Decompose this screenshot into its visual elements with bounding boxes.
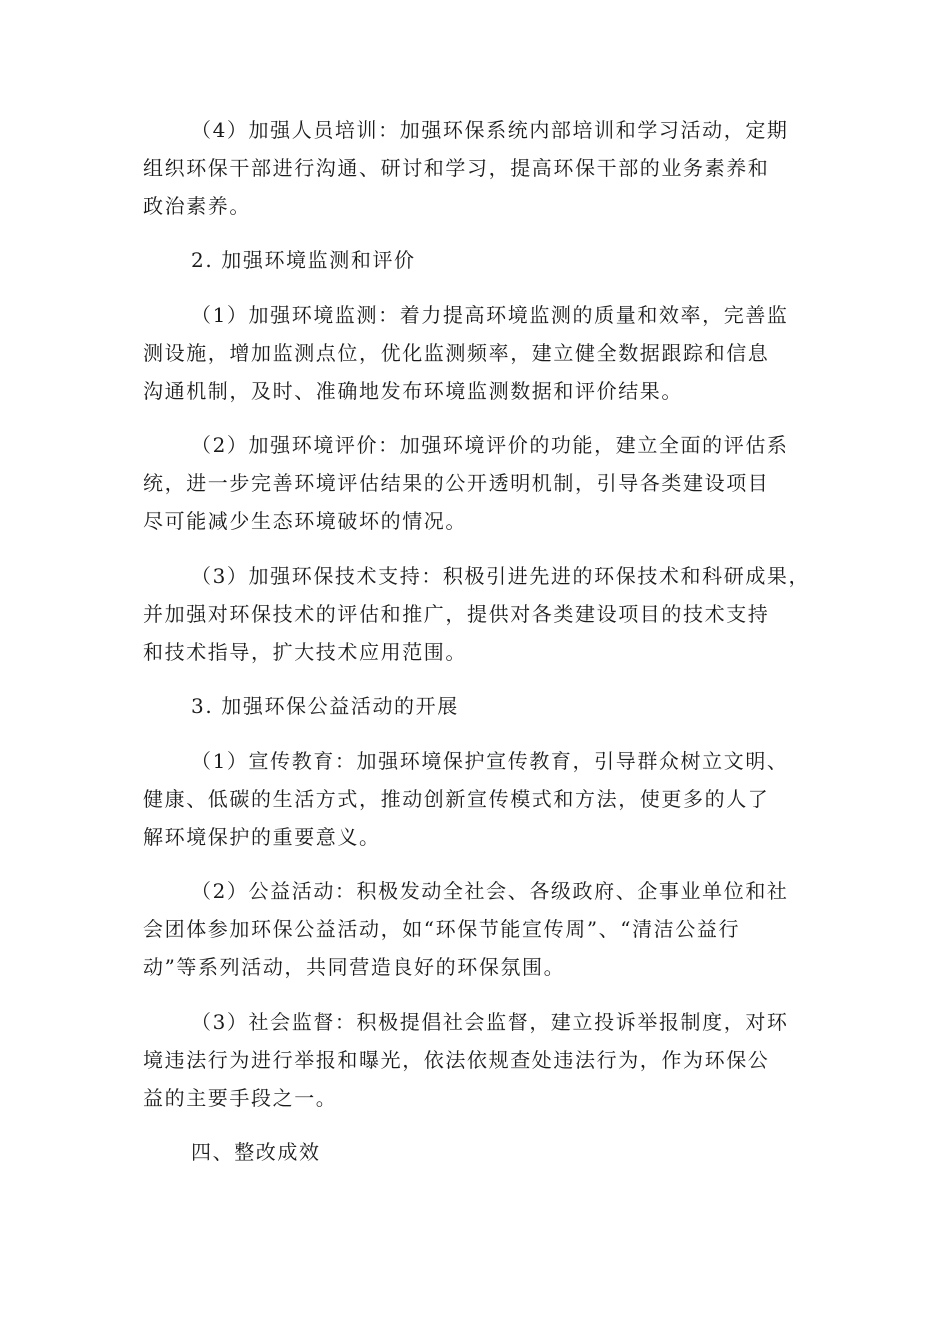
text-line: （1）加强环境监测：着力提高环境监测的质量和效率，完善监 (191, 303, 789, 327)
heading-text: 3. 加强环保公益活动的开展 (191, 694, 459, 718)
paragraph-environmental-evaluation (143, 426, 813, 540)
text-line: 解环境保护的重要意义。 (143, 825, 381, 849)
heading-text: 四、整改成效 (191, 1140, 321, 1164)
text-line: （3）社会监督：积极提倡社会监督，建立投诉举报制度，对环 (191, 1010, 789, 1034)
text-line: 境违法行为进行举报和曝光，依法依规查处违法行为，作为环保公 (143, 1048, 770, 1072)
text-line: 益的主要手段之一。 (143, 1086, 338, 1110)
text-line: 沟通机制，及时、准确地发布环境监测数据和评价结果。 (143, 379, 683, 403)
text-line: 和技术指导，扩大技术应用范围。 (143, 640, 467, 664)
paragraph-public-activities (143, 872, 813, 986)
text-line: 会团体参加环保公益活动，如“环保节能宣传周”、“清洁公益行 (143, 917, 741, 941)
paragraph-tech-support (143, 557, 813, 671)
text-line: （1）宣传教育：加强环境保护宣传教育，引导群众树立文明、 (191, 749, 789, 773)
heading-text: 2. 加强环境监测和评价 (191, 248, 416, 272)
text-line: （2）公益活动：积极发动全社会、各级政府、企事业单位和社 (191, 879, 789, 903)
text-line: 测设施，增加监测点位，优化监测频率，建立健全数据跟踪和信息 (143, 341, 770, 365)
paragraph-environmental-monitoring (143, 296, 813, 410)
text-line: 并加强对环保技术的评估和推广，提供对各类建设项目的技术支持 (143, 602, 770, 626)
text-line: （3）加强环保技术支持：积极引进先进的环保技术和科研成果， (191, 564, 811, 588)
paragraph-social-supervision (143, 1003, 813, 1117)
section-heading-results (143, 1133, 813, 1171)
text-line: 尽可能减少生态环境破坏的情况。 (143, 509, 467, 533)
paragraph-publicity-education (143, 742, 813, 856)
paragraph-staff-training (143, 111, 813, 225)
text-line: 动”等系列活动，共同营造良好的环保氛围。 (143, 955, 566, 979)
text-line: 组织环保干部进行沟通、研讨和学习，提高环保干部的业务素养和 (143, 156, 770, 180)
text-line: （4）加强人员培训：加强环保系统内部培训和学习活动，定期 (191, 118, 789, 142)
text-line: 健康、低碳的生活方式，推动创新宣传模式和方法，使更多的人了 (143, 787, 770, 811)
text-line: （2）加强环境评价：加强环境评价的功能，建立全面的评估系 (191, 433, 789, 457)
text-line: 政治素养。 (143, 194, 251, 218)
text-line: 统，进一步完善环境评估结果的公开透明机制，引导各类建设项目 (143, 471, 770, 495)
section-heading-monitoring (143, 241, 813, 279)
section-heading-public-welfare (143, 687, 813, 725)
